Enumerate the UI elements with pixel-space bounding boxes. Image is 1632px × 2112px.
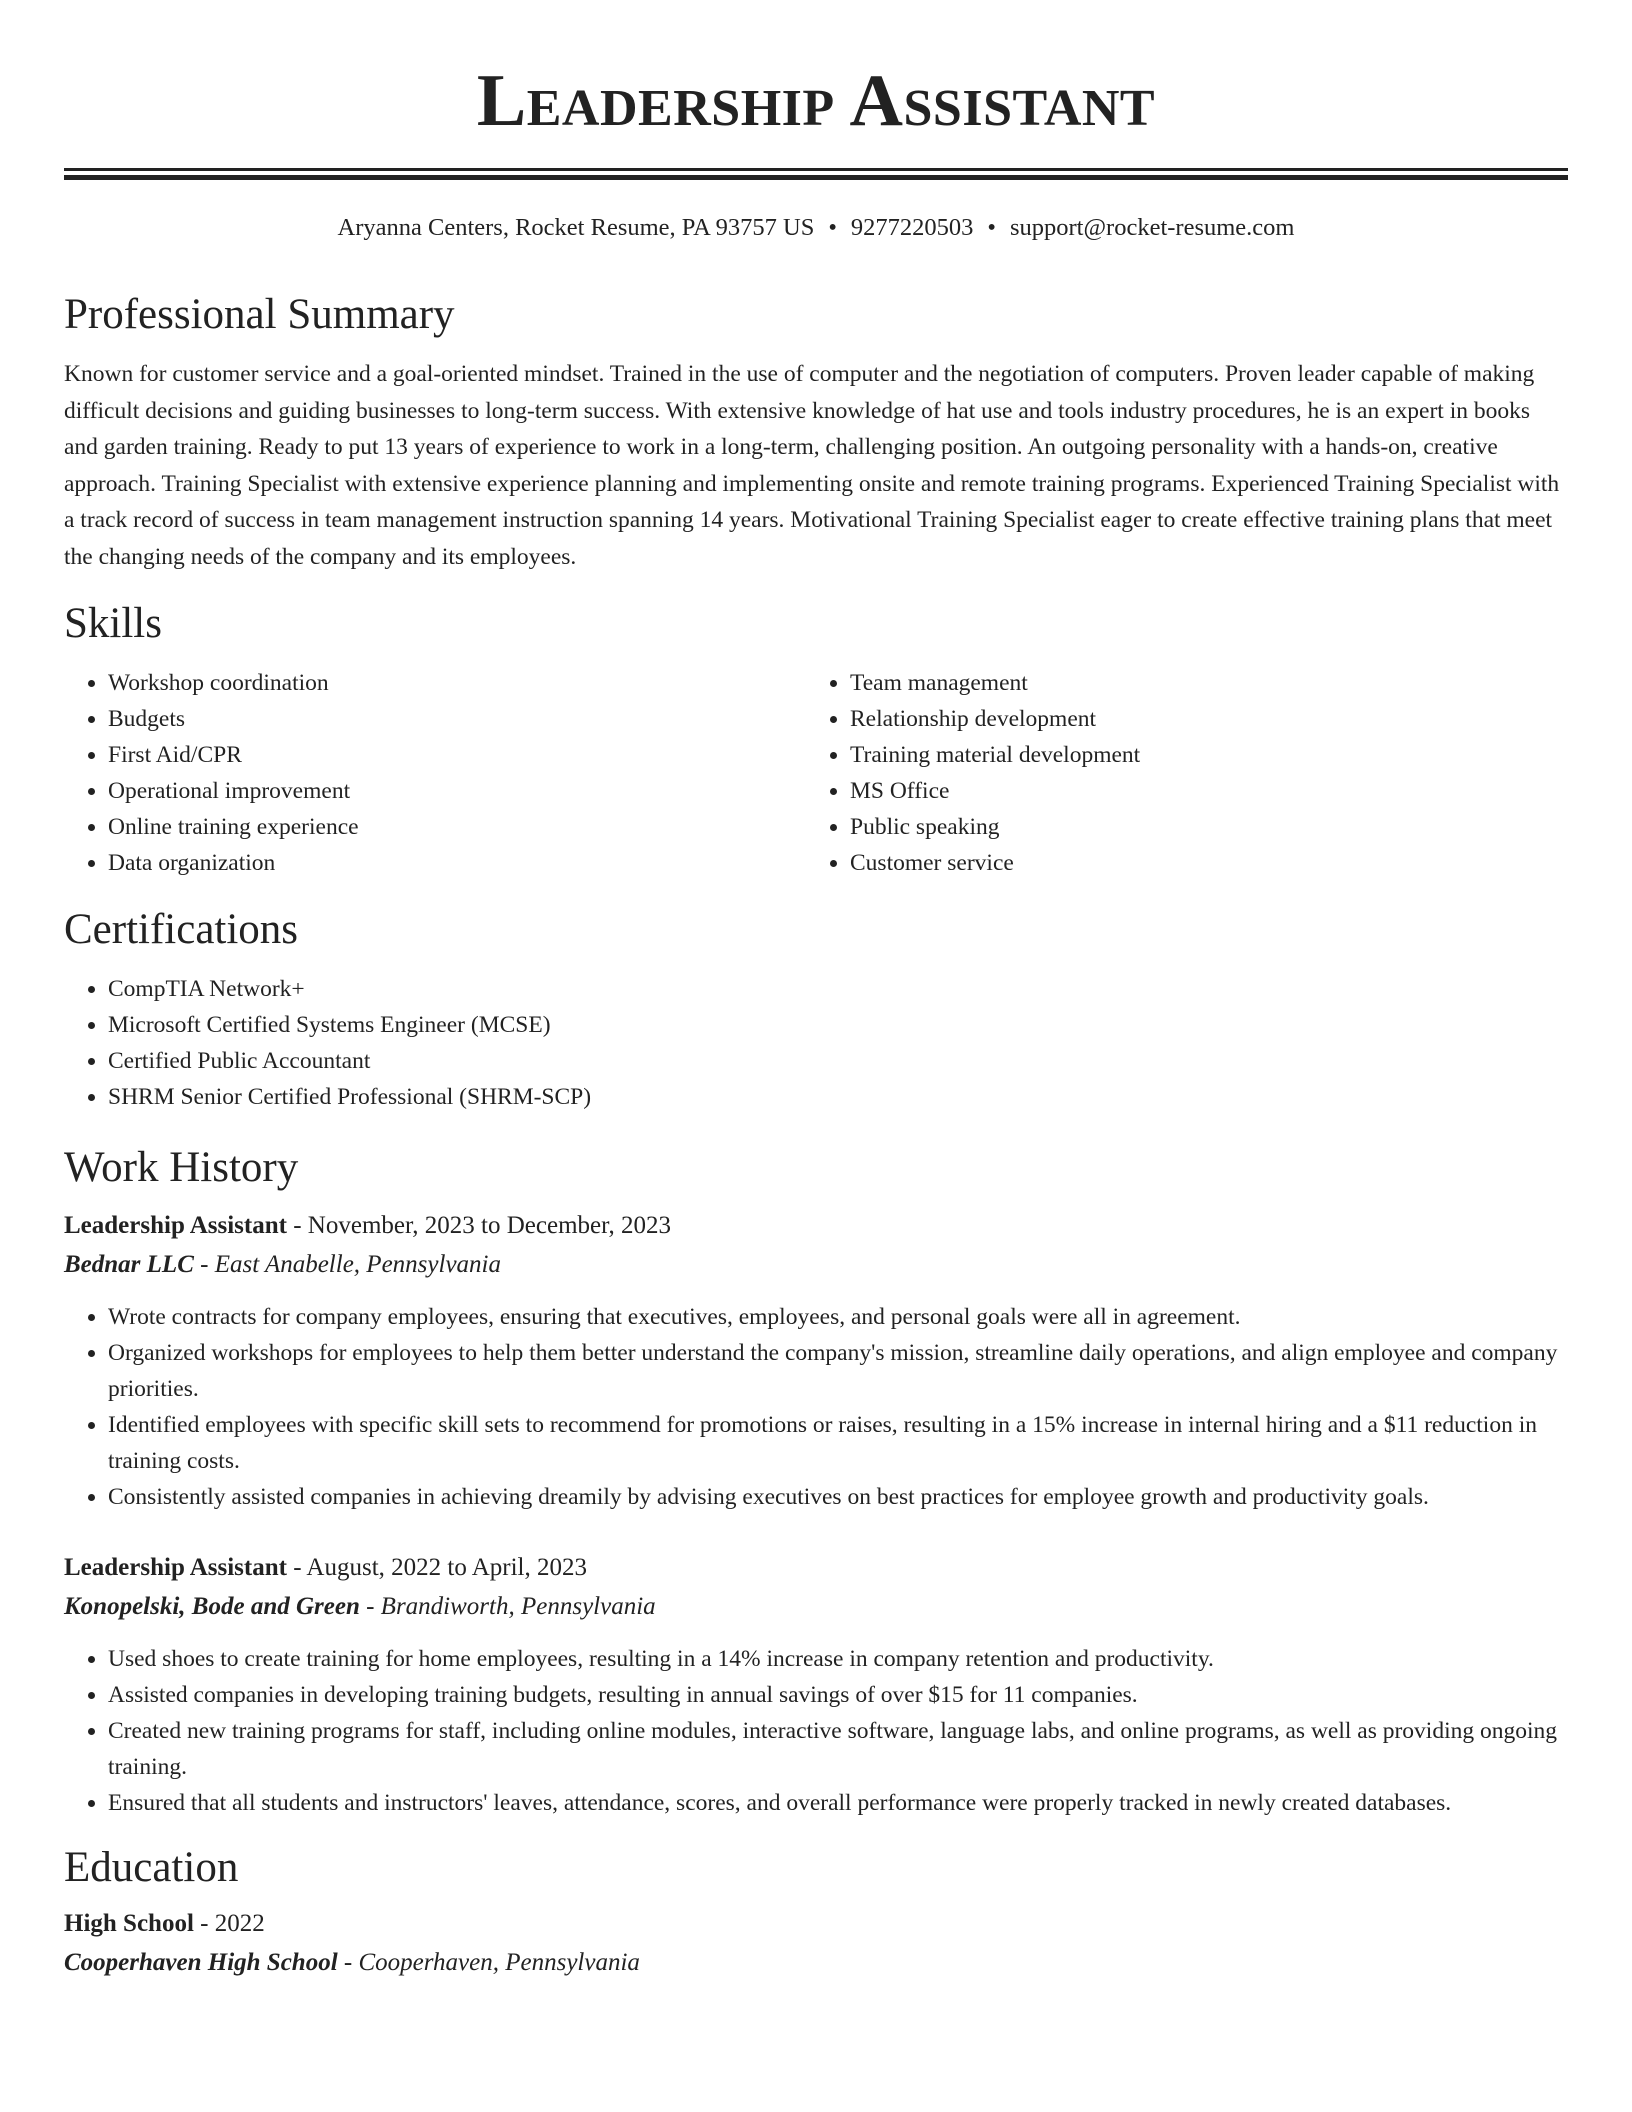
job-title: Leadership Assistant — [64, 1212, 287, 1239]
company-location: - East Anabelle, Pennsylvania — [193, 1251, 501, 1278]
list-item: • Workshop coordination — [108, 665, 806, 701]
list-item: • SHRM Senior Certified Professional (SHRM-SCP) — [108, 1079, 1568, 1115]
certifications-heading: Certifications — [64, 906, 299, 953]
header-rule — [64, 168, 1568, 180]
list-item: • First Aid/CPR — [108, 737, 806, 773]
list-item: • Organized workshops for employees to help them better understand the company's mission, streamline daily operations, and align employee and company priorities. — [108, 1335, 1568, 1407]
job-dates: - November, 2023 to December, 2023 — [286, 1212, 671, 1239]
contact-line — [64, 212, 1568, 244]
list-item: • Operational improvement — [108, 773, 806, 809]
job-entry — [64, 1207, 1568, 1515]
school-name: Cooperhaven High School — [64, 1949, 338, 1976]
skills-column-left — [64, 665, 806, 881]
certifications-list — [64, 971, 1568, 1115]
contact-address: Aryanna Centers, Rocket Resume, PA 93757 US — [337, 214, 815, 241]
list-item: • Online training experience — [108, 809, 806, 845]
education-year: - 2022 — [193, 1910, 265, 1937]
list-item: • Identified employees with specific skill sets to recommend for promotions or raises, resulting in a 15% increase in internal hiring and a $11 reduction in training costs. — [108, 1407, 1568, 1479]
list-item: • Training material development — [850, 737, 1548, 773]
list-item: • Data organization — [108, 845, 806, 881]
contact-separator: • — [987, 214, 996, 241]
job-title-line — [64, 1549, 1568, 1587]
job-bullets — [64, 1299, 1568, 1515]
degree-line — [64, 1905, 1568, 1943]
company-line — [64, 1587, 1568, 1627]
summary-text: Known for customer service and a goal-oriented mindset. Trained in the use of computer and the negotiation of computers. Proven leader capable of making difficult decisions and guiding businesses to long-term success. With extensive knowledge of hat use and tools industry procedures, he is an expert in books and garden training. Ready to put 13 years of experience to work in a long-term, challenging position. An outgoing personality with a hands-on, creative approach. Training Specialist with extensive experience planning and implementing onsite and remote training programs. Experienced Training Specialist with a track record of success in team management instruction spanning 14 years. Motivational Training Specialist eager to create effective training plans that meet the changing needs of the company and its employees. — [64, 361, 1560, 570]
list-item: • CompTIA Network+ — [108, 971, 1568, 1007]
company-location: - Brandiworth, Pennsylvania — [359, 1593, 656, 1620]
list-item: • Assisted companies in developing training budgets, resulting in annual savings of over $15 for 11 companies. — [108, 1677, 1568, 1713]
skills-column-right — [806, 665, 1548, 881]
education-entry — [64, 1905, 1568, 1983]
education-heading: Education — [64, 1844, 239, 1891]
list-item: • Wrote contracts for company employees, ensuring that executives, employees, and personal goals were all in agreement. — [108, 1299, 1568, 1335]
resume-name: Leadership Assistant — [476, 60, 1156, 142]
job-title-line — [64, 1207, 1568, 1245]
list-item: • Customer service — [850, 845, 1548, 881]
list-item: • Created new training programs for staff, including online modules, interactive software, language labs, and online programs, as well as providing ongoing training. — [108, 1713, 1568, 1785]
school-location: - Cooperhaven, Pennsylvania — [337, 1949, 640, 1976]
list-item: • Ensured that all students and instructors' leaves, attendance, scores, and overall performance were properly tracked in newly created databases. — [108, 1785, 1568, 1821]
list-item: • Budgets — [108, 701, 806, 737]
contact-separator: • — [828, 214, 837, 241]
list-item: • Team management — [850, 665, 1548, 701]
list-item: • Microsoft Certified Systems Engineer (MCSE) — [108, 1007, 1568, 1043]
work-history-heading: Work History — [64, 1144, 299, 1191]
skills-heading: Skills — [64, 600, 162, 647]
job-bullets — [64, 1641, 1568, 1821]
contact-email: support@rocket-resume.com — [1009, 214, 1295, 241]
skills-list — [64, 665, 1568, 881]
company-name: Bednar LLC — [64, 1251, 194, 1278]
list-item: • Used shoes to create training for home employees, resulting in a 14% increase in company retention and productivity. — [108, 1641, 1568, 1677]
job-dates: - August, 2022 to April, 2023 — [286, 1554, 587, 1581]
school-line — [64, 1943, 1568, 1983]
list-item: • Public speaking — [850, 809, 1548, 845]
list-item: • Consistently assisted companies in achieving dreamily by advising executives on best practices for employee growth and productivity goals. — [108, 1479, 1568, 1515]
company-name: Konopelski, Bode and Green — [64, 1593, 360, 1620]
contact-phone: 9277220503 — [850, 214, 974, 241]
list-item: • Relationship development — [850, 701, 1548, 737]
job-title: Leadership Assistant — [64, 1554, 287, 1581]
degree: High School — [64, 1910, 194, 1937]
job-entry — [64, 1549, 1568, 1821]
summary-heading: Professional Summary — [64, 291, 455, 338]
company-line — [64, 1245, 1568, 1285]
list-item: • MS Office — [850, 773, 1548, 809]
list-item: • Certified Public Accountant — [108, 1043, 1568, 1079]
